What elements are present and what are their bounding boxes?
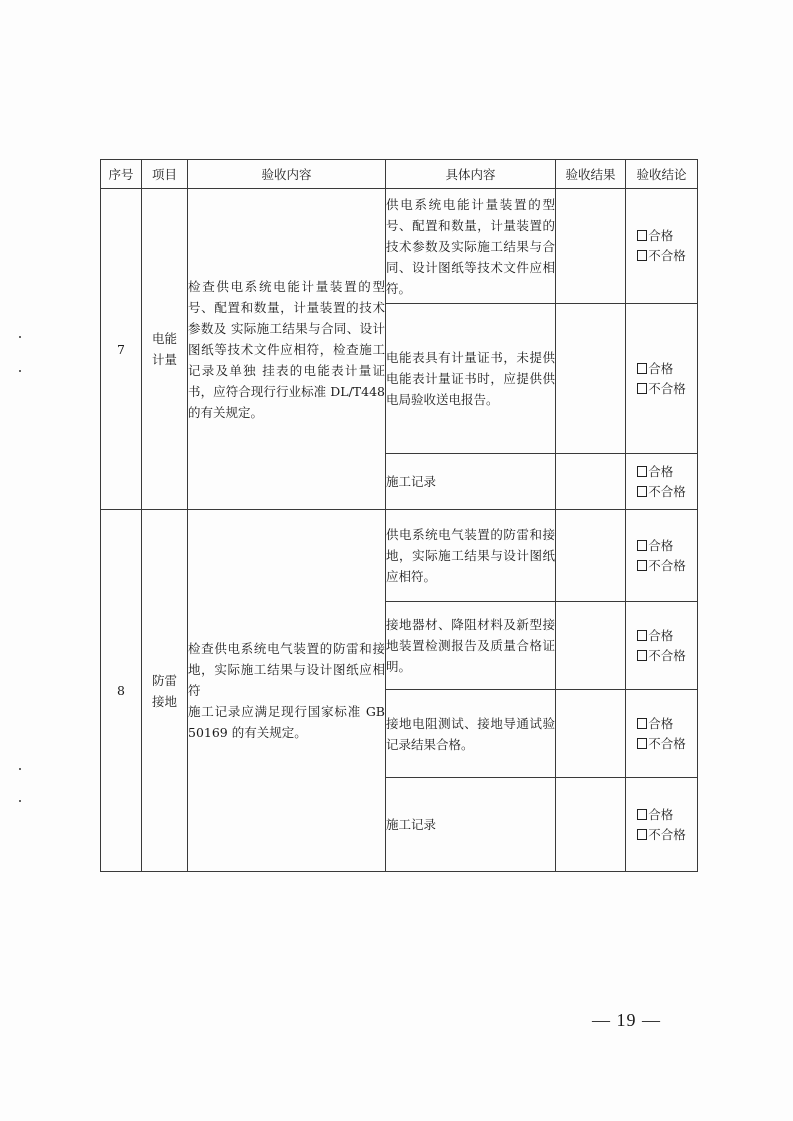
fail-label: 不合格 bbox=[648, 248, 686, 263]
checkbox-icon[interactable] bbox=[637, 809, 647, 820]
acceptance-table bbox=[100, 159, 698, 872]
row-number: 8 bbox=[101, 510, 142, 872]
result-cell[interactable] bbox=[556, 690, 626, 778]
header-row bbox=[101, 160, 698, 189]
conclusion-cell bbox=[626, 602, 698, 690]
requirement-text: 检查供电系统电能计量装置的型号、配置和数量，计量装置的技术参数及 实际施工结果与合同、设计图纸等技术文件应相符，检查施工记录及单独 挂表的电能表计量证书，应符合现行行业标准 DL/T448 的有关规定。 bbox=[188, 278, 385, 420]
item-name bbox=[142, 189, 188, 510]
requirement-text: 检查供电系统电气装置的防雷和接地，实际施工结果与设计图纸应相符 施工记录应满足现行国家标准 GB 50169 的有关规定。 bbox=[188, 641, 385, 740]
fail-option[interactable] bbox=[637, 246, 686, 266]
checkbox-icon[interactable] bbox=[637, 466, 647, 477]
fail-option[interactable] bbox=[637, 734, 686, 754]
conclusion-cell bbox=[626, 189, 698, 304]
checkbox-icon[interactable] bbox=[637, 363, 647, 374]
conclusion-cell bbox=[626, 510, 698, 602]
checkbox-icon[interactable] bbox=[637, 486, 647, 497]
checkbox-icon[interactable] bbox=[637, 718, 647, 729]
detail-text: 供电系统电能计量装置的型号、配置和数量，计量装置的技术参数及实际施工结果与合同、设计图纸等技术文件应相符。 bbox=[386, 196, 555, 296]
detail-cell bbox=[386, 189, 556, 304]
fail-option[interactable] bbox=[637, 379, 686, 399]
result-cell[interactable] bbox=[556, 454, 626, 510]
result-cell[interactable] bbox=[556, 778, 626, 872]
pass-option[interactable] bbox=[637, 226, 686, 246]
pass-label: 合格 bbox=[648, 463, 674, 479]
pass-option[interactable] bbox=[637, 626, 686, 646]
margin-dot bbox=[19, 370, 21, 372]
detail-text: 施工记录 bbox=[386, 817, 437, 832]
detail-text: 施工记录 bbox=[386, 474, 437, 489]
checkbox-icon[interactable] bbox=[637, 560, 647, 571]
checkbox-icon[interactable] bbox=[637, 630, 647, 641]
pass-label: 合格 bbox=[648, 627, 674, 643]
header-detail: 具体内容 bbox=[386, 160, 556, 189]
pass-label: 合格 bbox=[648, 360, 674, 376]
checkbox-icon[interactable] bbox=[637, 250, 647, 261]
fail-label: 不合格 bbox=[648, 483, 686, 499]
fail-option[interactable] bbox=[637, 825, 686, 845]
margin-dot bbox=[19, 768, 21, 770]
conclusion-cell bbox=[626, 778, 698, 872]
fail-label: 不合格 bbox=[648, 647, 686, 663]
fail-option[interactable] bbox=[637, 556, 686, 576]
table-row bbox=[101, 189, 698, 304]
pass-label: 合格 bbox=[648, 806, 674, 822]
fail-option[interactable] bbox=[637, 646, 686, 666]
fail-label: 不合格 bbox=[648, 735, 686, 751]
result-cell[interactable] bbox=[556, 510, 626, 602]
conclusion-cell bbox=[626, 454, 698, 510]
pass-option[interactable] bbox=[637, 536, 686, 556]
detail-text: 供电系统电气装置的防雷和接地，实际施工结果与设计图纸应相符。 bbox=[386, 527, 555, 584]
page-number: — 19 — bbox=[592, 1010, 661, 1030]
checkbox-icon[interactable] bbox=[637, 738, 647, 749]
fail-label: 不合格 bbox=[648, 380, 686, 396]
detail-cell bbox=[386, 454, 556, 510]
fail-option[interactable] bbox=[637, 482, 686, 502]
item-label: 电能 计量 bbox=[151, 331, 177, 367]
checkbox-icon[interactable] bbox=[637, 230, 647, 241]
header-item: 项目 bbox=[142, 160, 188, 189]
conclusion-cell bbox=[626, 304, 698, 454]
item-name bbox=[142, 510, 188, 872]
pass-option[interactable] bbox=[637, 359, 686, 379]
pass-option[interactable] bbox=[637, 462, 686, 482]
margin-dot bbox=[19, 336, 21, 338]
requirement-cell bbox=[188, 189, 386, 510]
fail-label: 不合格 bbox=[648, 557, 686, 573]
pass-option[interactable] bbox=[637, 714, 686, 734]
item-label: 防雷 接地 bbox=[151, 672, 177, 709]
header-requirement: 验收内容 bbox=[188, 160, 386, 189]
detail-cell bbox=[386, 510, 556, 602]
pass-option[interactable] bbox=[637, 805, 686, 825]
detail-cell bbox=[386, 778, 556, 872]
table-row bbox=[101, 510, 698, 602]
row-number: 7 bbox=[101, 189, 142, 510]
header-result: 验收结果 bbox=[556, 160, 626, 189]
detail-cell bbox=[386, 690, 556, 778]
conclusion-cell bbox=[626, 690, 698, 778]
header-conclusion: 验收结论 bbox=[626, 160, 698, 189]
pass-label: 合格 bbox=[648, 715, 674, 731]
detail-text: 电能表具有计量证书，未提供电能表计量证书时，应提供供电局验收送电报告。 bbox=[386, 350, 555, 407]
detail-text: 接地电阻测试、接地导通试验记录结果合格。 bbox=[386, 715, 555, 752]
detail-cell bbox=[386, 602, 556, 690]
header-no: 序号 bbox=[101, 160, 142, 189]
checkbox-icon[interactable] bbox=[637, 650, 647, 661]
checkbox-icon[interactable] bbox=[637, 829, 647, 840]
pass-label: 合格 bbox=[648, 537, 674, 553]
detail-cell bbox=[386, 304, 556, 454]
fail-label: 不合格 bbox=[648, 826, 686, 842]
result-cell[interactable] bbox=[556, 189, 626, 304]
checkbox-icon[interactable] bbox=[637, 540, 647, 551]
pass-label: 合格 bbox=[648, 228, 674, 243]
result-cell[interactable] bbox=[556, 602, 626, 690]
margin-dot bbox=[19, 800, 21, 802]
requirement-cell bbox=[188, 510, 386, 872]
checkbox-icon[interactable] bbox=[637, 383, 647, 394]
detail-text: 接地器材、降阻材料及新型接地装置检测报告及质量合格证明。 bbox=[386, 617, 555, 674]
result-cell[interactable] bbox=[556, 304, 626, 454]
